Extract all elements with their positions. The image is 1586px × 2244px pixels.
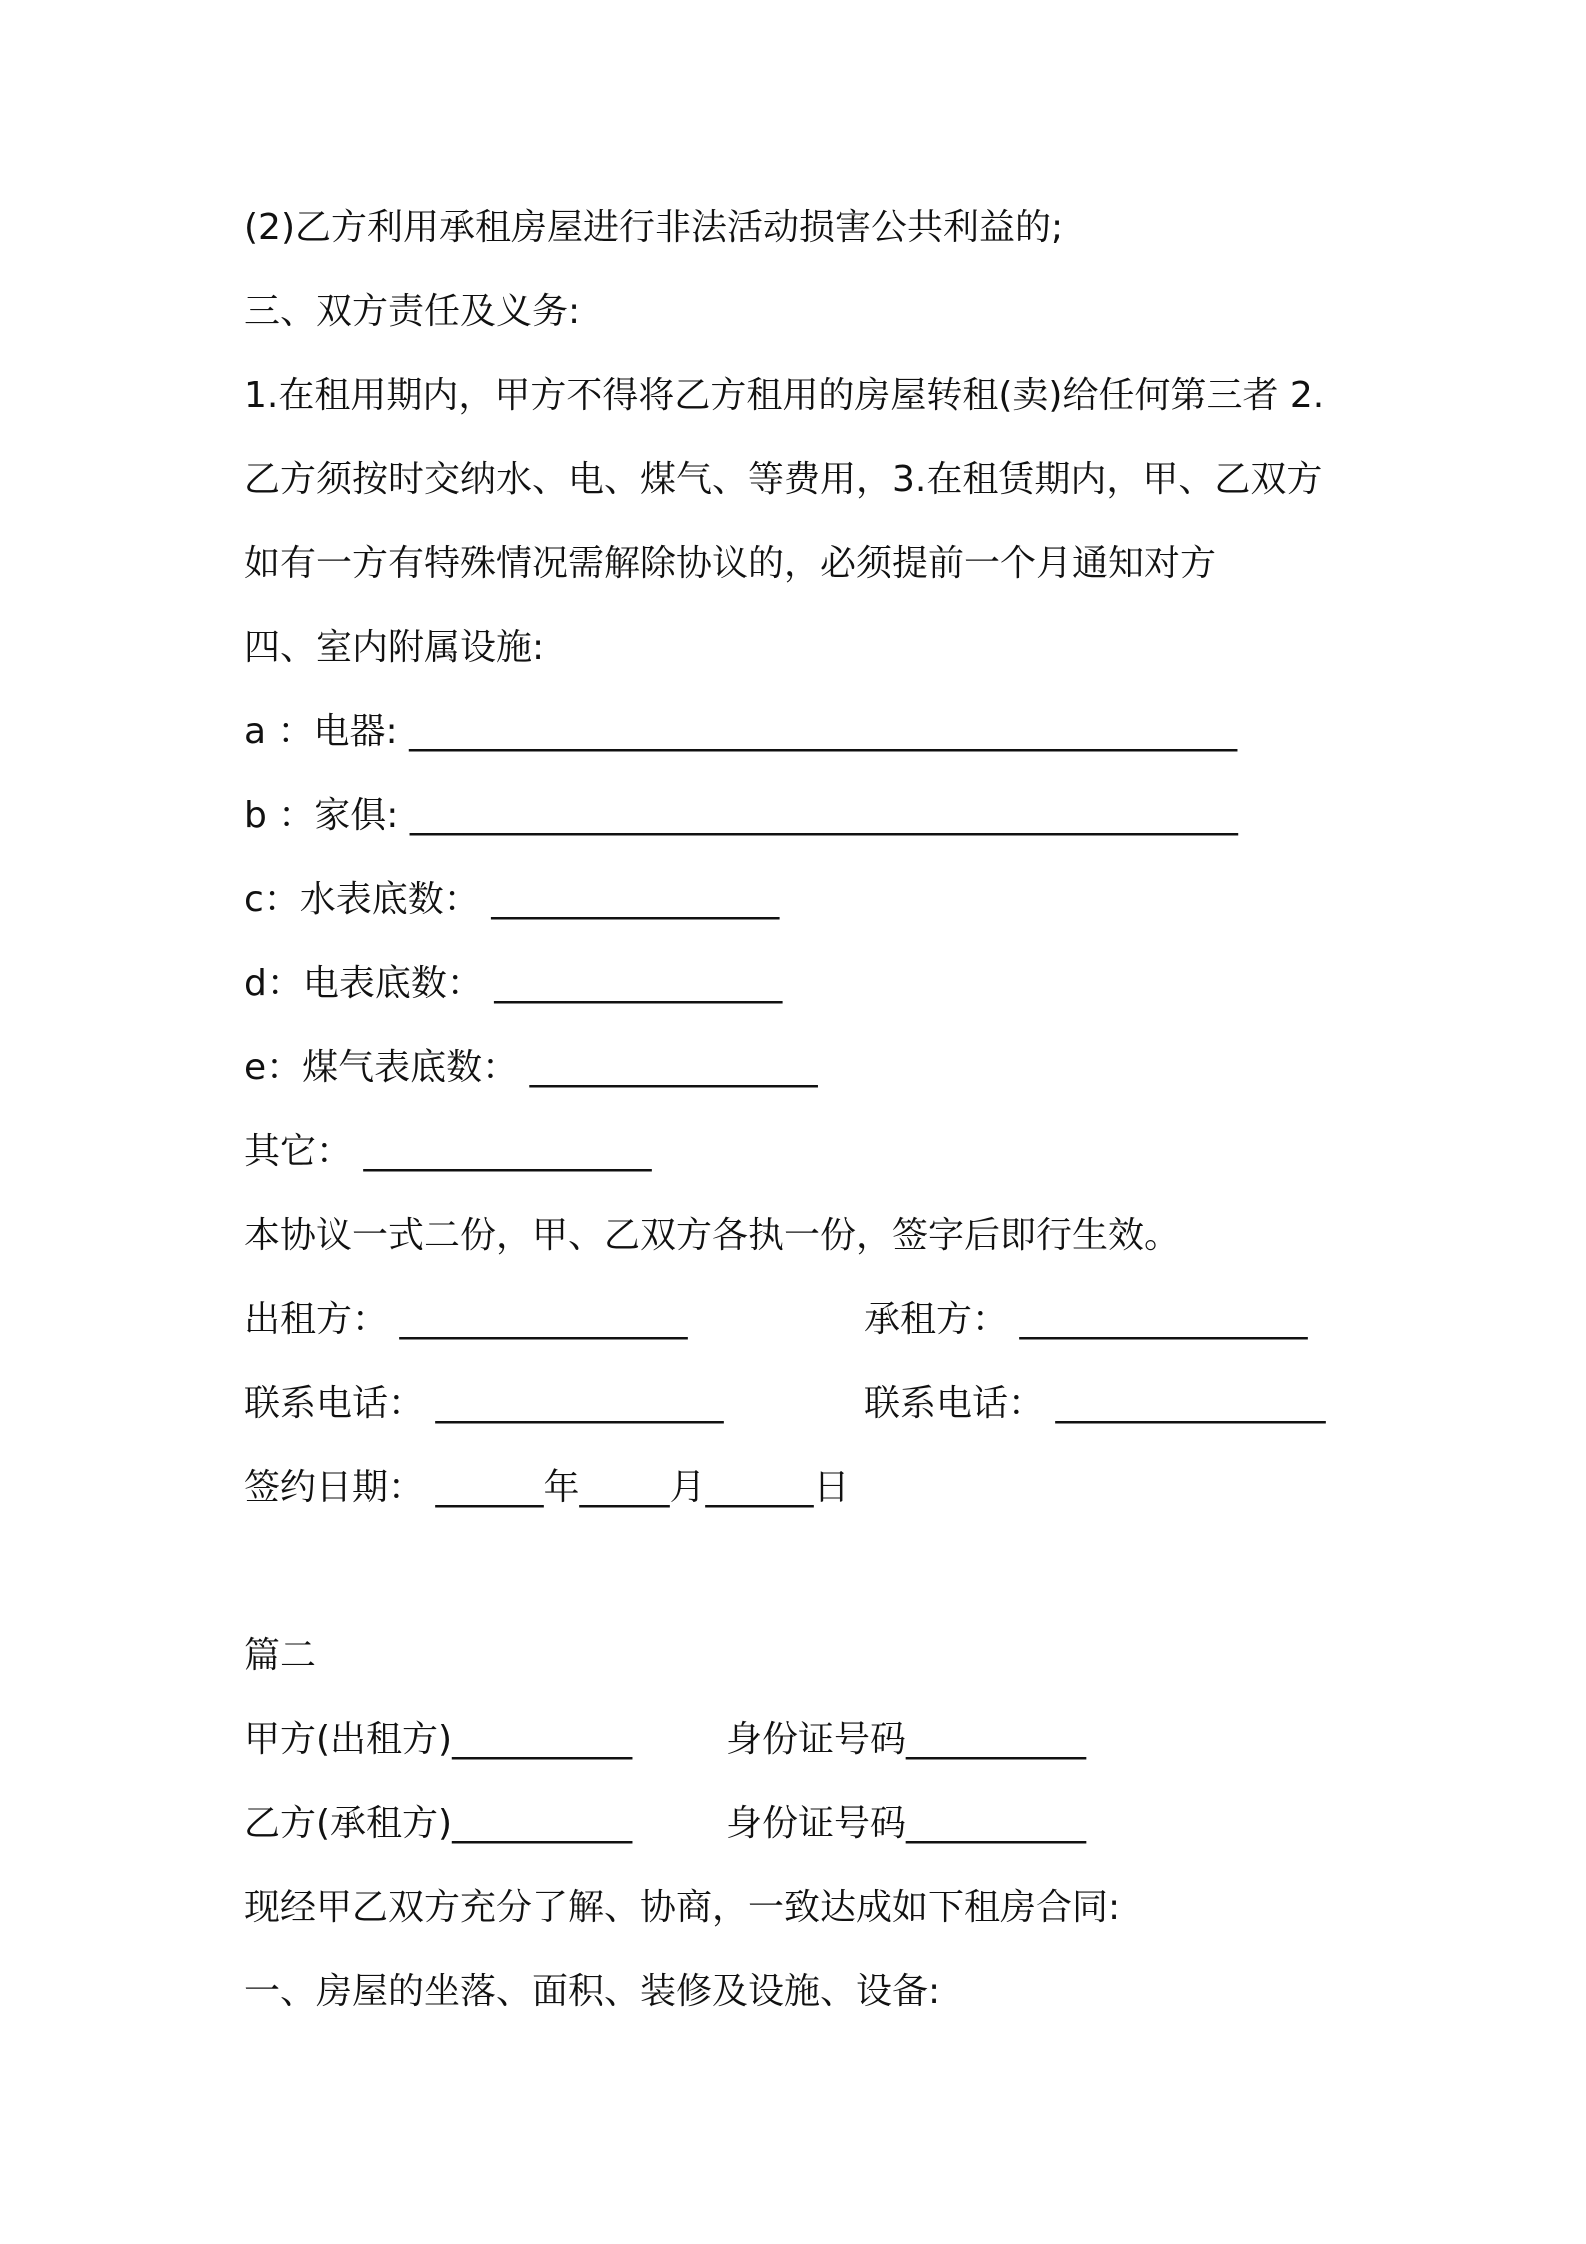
part-two-heading: 篇二 xyxy=(244,1635,317,1676)
electric-meter-field: d：电表底数： ________________ xyxy=(244,963,783,1004)
party-b-field: 乙方(承租方)__________ xyxy=(244,1803,633,1844)
duty-paragraph-line-3: 如有一方有特殊情况需解除协议的，必须提前一个月通知对方 xyxy=(244,543,1217,584)
appliances-field: a ：电器: ______________________________________________ xyxy=(244,711,1238,752)
lessor-signature-field: 出租方： ________________ xyxy=(244,1299,688,1340)
lessor-phone-field: 联系电话： ________________ xyxy=(244,1383,724,1424)
furniture-field: b ：家俱: ______________________________________________ xyxy=(244,795,1238,836)
party-b-id-field: 身份证号码__________ xyxy=(726,1803,1087,1844)
clause-line-2: (2)乙方利用承租房屋进行非法活动损害公共利益的; xyxy=(244,207,1064,248)
lessee-phone-field: 联系电话： _______________ xyxy=(864,1383,1326,1424)
other-field: 其它： ________________ xyxy=(244,1131,652,1172)
signing-date-field: 签约日期： ______年_____月______日 xyxy=(244,1467,850,1508)
gas-meter-field: e：煤气表底数： ________________ xyxy=(244,1047,818,1088)
duty-paragraph-line-2: 乙方须按时交纳水、电、煤气、等费用，3.在租赁期内，甲、乙双方 xyxy=(244,459,1323,500)
party-a-id-field: 身份证号码__________ xyxy=(726,1719,1087,1760)
agreement-copies-text: 本协议一式二份，甲、乙双方各执一份，签字后即行生效。 xyxy=(244,1215,1181,1256)
contract-intro: 现经甲乙双方充分了解、协商，一致达成如下租房合同: xyxy=(244,1887,1121,1928)
section-4-heading: 四、室内附属设施: xyxy=(244,627,545,668)
section-1-heading: 一、房屋的坐落、面积、装修及设施、设备: xyxy=(244,1971,941,2012)
section-3-heading: 三、双方责任及义务: xyxy=(244,291,581,332)
lessee-signature-field: 承租方： ________________ xyxy=(864,1299,1308,1340)
party-a-field: 甲方(出租方)__________ xyxy=(244,1719,633,1760)
water-meter-field: c：水表底数： ________________ xyxy=(244,879,780,920)
duty-paragraph-line-1: 1.在租用期内，甲方不得将乙方租用的房屋转租(卖)给任何第三者 2. xyxy=(244,375,1325,416)
